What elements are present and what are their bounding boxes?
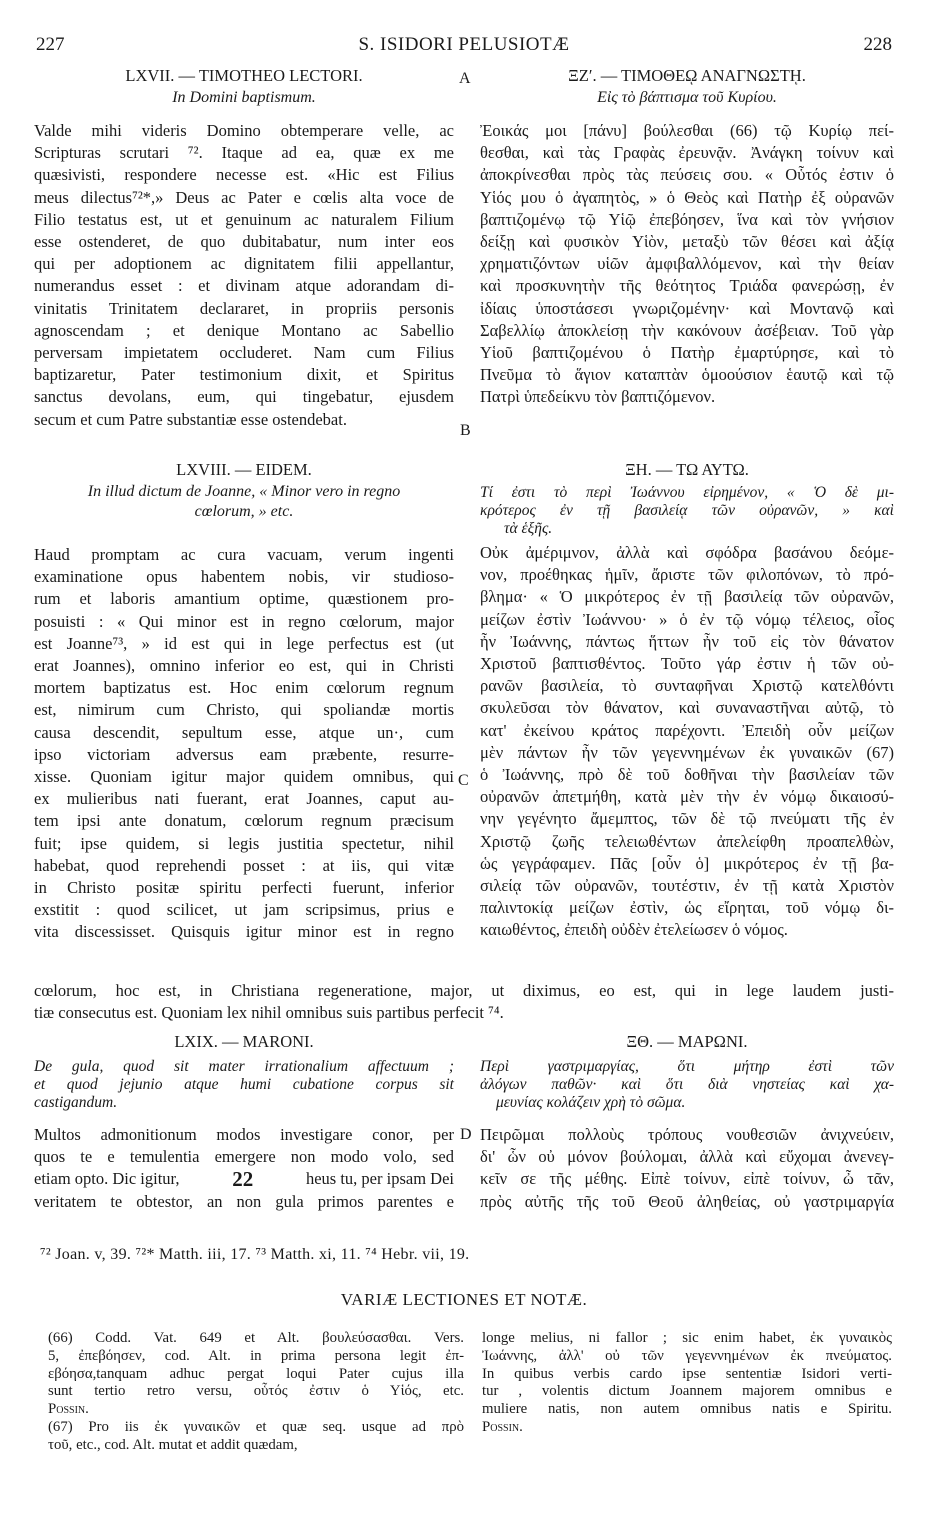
- variae-right-column: [482, 1330, 892, 1437]
- text-line: examinatione opus habentem nobis, vir studioso-: [34, 567, 454, 587]
- margin-mark-a: A: [459, 70, 471, 87]
- text-line: σκυλεῦσαι τὸν θάνατον, καὶ συναναστῆναι αὐτῷ, τὸ: [480, 698, 894, 718]
- text-line: Valde mihi videris Domino obtemperare velle, ac: [34, 121, 454, 140]
- text-line: tiæ consecutus est. Quoniam lex nihil omnibus suis partibus perfecit ⁷⁴.: [34, 1003, 504, 1023]
- text-line: ὡς γεγράφαμεν. Πᾶς [οὖν ὁ] μικρότερος ἐν τῇ βα-: [480, 853, 894, 873]
- text-line: Υἱοῦ βαπτιζομένου ὁ Πατὴρ ἐμαρτύρησε, καὶ τὸ: [480, 343, 894, 363]
- text-line: habebat, quod reprehendi posset : at iis, qui vitæ: [34, 855, 454, 875]
- text-line: Χριστῷ ζωῆς τελειωθέντων ἀπελείφθη προαπελθὼν,: [480, 831, 894, 851]
- text-line: quos te e temulentia emergere non modo volo, sed: [34, 1147, 454, 1167]
- subject-line: De gula, quod sit mater irrationalium affectuum ;: [34, 1058, 454, 1075]
- text-line: ὁ Ἰωάννης, πρὸ δὲ τοῦ δοθῆναι τὴν βασιλείαν τῶν: [480, 765, 894, 785]
- full-width-text: [34, 980, 894, 1024]
- text-fragment: etiam opto. Dic igitur,: [34, 1169, 180, 1189]
- text-line: [34, 1168, 454, 1190]
- running-head: [36, 34, 892, 58]
- running-title: S. ISIDORI PELUSIOTÆ: [358, 34, 570, 55]
- text-line: qui per adoptionem ac dignitatem filii appellantur,: [34, 254, 454, 274]
- text-line: καὶ προσκυνητὴν τῆς θεότητος Τριάδα φανερώσῃ, ἐν: [480, 276, 894, 296]
- variae-heading: VARIÆ LECTIONES ET NOTÆ.: [340, 1290, 588, 1309]
- text-line: παλιντοκίᾳ μείζων ἐστὶν, ὡς εἴρηται, τοῦ νόμῳ δι-: [480, 898, 894, 918]
- subject-line: et quod jejunio atque humi cubatione corpus sit: [34, 1076, 454, 1093]
- text-line: posuisti : « Qui minor est in regno cœlorum, major: [34, 611, 454, 631]
- text-fragment: heus tu, per ipsam Dei: [305, 1169, 454, 1189]
- text-line: ex mulieribus nati fuerant, erat Joannes, caput au-: [34, 789, 454, 809]
- note-line: In quibus verbis cardo ipse sententiæ Isidori verti-: [482, 1365, 892, 1382]
- text-line: Πειρῶμαι πολλοὺς τρόπους νουθεσιῶν ἀνιχνεύειν,: [480, 1125, 894, 1144]
- text-line: vinitatis Trinitatem declararet, in propriis personis: [34, 298, 454, 318]
- text-line: in Christo positæ spiritu perfecti fuerunt, inferior: [34, 878, 454, 898]
- text-line: Οὐκ ἀμέριμνον, ἀλλὰ καὶ σφόδρα βασάνου δεόμε-: [480, 543, 894, 562]
- margin-mark-d: D: [460, 1126, 472, 1143]
- letter-68-greek-subject: [480, 484, 894, 538]
- text-line: mortem baptizatus est. Hoc enim cœlorum regnum: [34, 678, 454, 698]
- text-line: ἦν Ἰωάννης, πάντως ἥττων ἦν τοῦ εἰς τὸν θάνατον: [480, 631, 894, 651]
- text-line: ipso victoriam adversus eam præbente, resurre-: [34, 744, 454, 764]
- subject-line: μευνίας κολάζειν χρὴ τὸ σῶμα.: [496, 1094, 686, 1111]
- note-line: Ἰωάννης, ἀλλ' οὐ τῶν γεγεννημένων ἐκ πνεύματος.: [482, 1347, 892, 1364]
- letter-68-latin-text: [34, 544, 454, 944]
- text-line: tem ipsi ante donatum, cœlorum regnum præcisum: [34, 811, 454, 831]
- text-line: numerandus esset : et divinam atque adorandam di-: [34, 276, 454, 296]
- text-line: quæsivisti, respondere necesse est. «Hic est Filius: [34, 165, 454, 185]
- text-line: Haud promptam ac cura vacuam, verum ingenti: [34, 545, 454, 564]
- text-line: secum et cum Patre substantiæ esse ostendebat.: [34, 409, 347, 429]
- text-line: μείζων ἐστὶν Ἰωάννου· » ὁ ἐν τῷ νόμῳ τέλειος, οἷος: [480, 609, 894, 629]
- text-line: βλημα· « Ὁ μικρότερος ἐν τῇ βασιλείᾳ τῶν οὐρανῶν,: [480, 587, 894, 607]
- note-line: (67) Pro iis ἐκ γυναικῶν et quæ seq. usque ad πρὸ: [48, 1418, 464, 1435]
- letter-67-latin-heading: LXVII. — TIMOTHEO LECTORI.: [125, 66, 363, 85]
- text-line: δείξῃ καὶ φυσικὸν Υἱὸν, μεταξὺ τῶν θέσει καὶ ἀξίᾳ: [480, 232, 894, 252]
- letter-69-greek-heading: ΞΘ. — ΜΑΡΩΝΙ.: [626, 1032, 748, 1051]
- letter-69-greek: [480, 1032, 894, 1213]
- note-line: τοῦ, etc., cod. Alt. mutat et addit quædam,: [48, 1436, 298, 1453]
- text-line: sanctus devolans, eum, qui tingebatur, ejusdem: [34, 387, 454, 407]
- text-line: erat Joannes), omnino inferior eo est, qui in Christi: [34, 656, 454, 676]
- letter-67-latin: [34, 66, 454, 431]
- text-line: meus dilectus⁷²*,» Deus ac Pater e cœlis alta voce de: [34, 187, 454, 207]
- text-line: ἀποκρίνεσθαι πρὸς τὰς πεύσεις σου. « Οὗτός ἐστιν ὁ: [480, 165, 894, 185]
- margin-mark-c: C: [458, 772, 469, 789]
- text-line: baptizaretur, Pater testimonium dixit, et Spiritus: [34, 365, 454, 385]
- text-line: οὐρανῶν ἀπετμήθη, κατὰ μὲν τὴν ἐν νόμῳ δικαιοσύ-: [480, 787, 894, 807]
- letter-69-latin: [34, 1032, 454, 1213]
- text-line: Σαβελλίῳ ἀποκλείσῃ τὴν κακόνουν ἀσέβειαν. Τοῦ γὰρ: [480, 320, 894, 340]
- note-line: tur , volentis dictum Joannem majorem omnibus e: [482, 1383, 892, 1400]
- letter-68-latin-subject-1: In illud dictum de Joanne, « Minor vero in regno: [87, 483, 401, 500]
- letter-67-greek-text: [480, 120, 894, 409]
- letter-67-greek: [480, 66, 894, 409]
- scripture-references: ⁷² Joan. v, 39. ⁷²* Matth. iii, 17. ⁷³ Matth. xi, 11. ⁷⁴ Hebr. vii, 19.: [40, 1246, 470, 1263]
- text-line: χρηματιζόντων υἱῶν ἀμφιβαλλόμενον, καὶ τὴν θείαν: [480, 254, 894, 274]
- text-line: perversam impietatem occluderet. Nam cum Filius: [34, 343, 454, 363]
- note-line: εβόησα,tanquam adhuc pergat loqui Pater cujus illa: [48, 1365, 464, 1382]
- text-line: πρὸς αὐτῆς τῆς τοῦ Θεοῦ ἀληθείας, οὐ γαστριμαργία: [480, 1191, 894, 1211]
- text-line: θεσθαι, καὶ τὰς Γραφὰς ἐρευνᾷν. Ἀνάγκη τοίνυν καὶ: [480, 143, 894, 163]
- text-line: causa descendit, sepultum esse, atque un·, cum: [34, 722, 454, 742]
- text-line: rum et laboris amantium optime, quæstionem pro-: [34, 589, 454, 609]
- text-line: σιλείᾳ τῶν οὐρανῶν, τουτέστιν, ἐν τῇ κατὰ Χριστὸν: [480, 876, 894, 896]
- text-line: βαπτιζομένῳ τῷ Υἱῷ ἐπεβόησεν, ἵνα καὶ τὸν γνήσιον: [480, 209, 894, 229]
- note-line: 5, ἐπεβόησεν, cod. Alt. in prima persona legit ἐπ-: [48, 1347, 464, 1364]
- margin-mark-b: B: [460, 422, 471, 439]
- text-line: νον, προέθηκας ἡμῖν, ἄριστε τῶν φιλοπόνων, τὸ πρό-: [480, 565, 894, 585]
- letter-68-greek: [480, 460, 894, 942]
- text-line: Υἱός μου ὁ ἀγαπητὸς, » ὁ Θεὸς καὶ Πατὴρ ἐξ οὐρανῶν: [480, 187, 894, 207]
- variae-left-column: [48, 1330, 464, 1455]
- text-line: νην γεγένητο ἄμεμπτος, τῶν δὲ τῷ πνεύματι τῆς ἐν: [480, 809, 894, 829]
- text-line: veritatem te obtestor, an non gula primos parentes e: [34, 1191, 454, 1211]
- note-line: Possin.: [48, 1401, 89, 1418]
- text-line: agnoscendam ; et denique Montano ac Sabellio: [34, 320, 454, 340]
- text-line: esse ostenderet, de quo dubitabatur, num inter eos: [34, 232, 454, 252]
- text-line: xisse. Quoniam igitur major quidem omnibus, qui: [34, 767, 454, 787]
- note-line: sunt tertio retro versu, οὗτός ἐστιν ὁ Υἱός, etc.: [48, 1383, 464, 1400]
- letter-67-greek-heading: ΞΖʹ. — ΤΙΜΟΘΕῼ ΑΝΑΓΝΩΣΤῌ.: [568, 66, 806, 85]
- text-line: Scripturas scrutari ⁷². Itaque ad ea, quæ ex me: [34, 143, 454, 163]
- text-line: est, nimirum cum Christo, qui spoliandæ mortis: [34, 700, 454, 720]
- text-line: vita discessisset. Quisquis igitur minor est in regno: [34, 922, 454, 942]
- text-line: καιωθέντος, ἐπειδὴ οὐδὲν ἐτελείωσεν ὁ νόμος.: [480, 920, 788, 940]
- letter-68-latin-subject-2: cœlorum, » etc.: [194, 503, 294, 520]
- subject-line: Περὶ γαστριμαργίας, ὅτι μήτηρ ἐστὶ τῶν: [480, 1058, 894, 1075]
- letter-67-latin-text: [34, 120, 454, 431]
- letter-68-latin: [34, 460, 454, 944]
- subject-line: Τί ἐστι τὸ περὶ Ἰωάννου εἰρημένον, « Ὁ δὲ μι-: [480, 484, 894, 501]
- page-number-left: 227: [36, 34, 65, 55]
- letter-68-greek-text: [480, 542, 894, 942]
- letter-68-greek-heading: ΞΗ. — ΤΩ ΑΥΤΩ.: [625, 460, 749, 479]
- subject-line: τὰ ἑξῆς.: [504, 520, 553, 537]
- text-line: κατ' ἐκείνου κράτος παρέχοντι. Ἐπειδὴ οὖν μείζων: [480, 720, 894, 740]
- text-line: Χριστοῦ βαπτισθέντος. Τοῦτο γάρ ἐστιν ἡ τῶν οὐ-: [480, 654, 894, 674]
- text-line: δι' ὧν οὐ μόνον βούλομαι, ἀλλὰ καὶ εὔχομαι ἀνενεγ-: [480, 1147, 894, 1167]
- letter-69-latin-subject: [34, 1058, 454, 1112]
- letter-69-latin-heading: LXIX. — MARONI.: [174, 1032, 314, 1051]
- text-line: Filio testatus est, ut et genuinum ac naturalem Filium: [34, 209, 454, 229]
- note-line: Possin.: [482, 1418, 523, 1435]
- text-line: Πατρὶ ὑπεδείκνυ τὸν βαπτιζόμενον.: [480, 387, 716, 407]
- text-line: cœlorum, hoc est, in Christiana regeneratione, major, ut diximus, eo est, qui in lege laudem justi-: [34, 981, 894, 1000]
- text-line: μὲν πάντων ἦν τῶν γεγεννημένων ἐκ γυναικῶν (67): [480, 742, 894, 762]
- page-number-right: 228: [863, 34, 892, 55]
- letter-69-latin-text: [34, 1124, 454, 1213]
- text-line: exstitit : quod scilicet, ut jam scripsimus, prius e: [34, 900, 454, 920]
- subject-line: κρότερος ἐν τῇ βασιλείᾳ τῶν οὐρανῶν, » καὶ: [480, 502, 894, 519]
- text-line: Multos admonitionum modos investigare conor, per: [34, 1125, 454, 1144]
- letter-69-greek-subject: [480, 1058, 894, 1112]
- letter-68-latin-heading: LXVIII. — EIDEM.: [176, 460, 312, 479]
- note-line: (66) Codd. Vat. 649 et Alt. βουλεύσασθαι. Vers.: [48, 1330, 464, 1346]
- subject-line: castigandum.: [34, 1094, 118, 1111]
- page-marker: 22: [232, 1167, 254, 1192]
- text-line: κεῖν σε τῆς μέθης. Εἰπὲ τοίνυν, εἰπὲ τοίνυν, ὦ τᾶν,: [480, 1169, 894, 1189]
- note-line: longe melius, ni fallor ; sic enim habet, ἐκ γυναικὸς: [482, 1330, 892, 1346]
- text-line: Ἐοικάς μοι [πάνυ] βούλεσθαι (66) τῷ Κυρίῳ πεί-: [480, 121, 894, 140]
- text-line: Πνεῦμα τὸ ἅγιον καταπτὰν ὁμοούσιον ἑαυτῷ καὶ τῷ: [480, 365, 894, 385]
- text-line: est Joanne⁷³, » id est qui in lege perfectus est (ut: [34, 633, 454, 653]
- letter-69-greek-text: [480, 1124, 894, 1213]
- text-line: ρανῶν βασιλεία, τὸ συνταφῆναι Χριστῷ κατελθόντι: [480, 676, 894, 696]
- letter-67-greek-subject: Εἰς τὸ βάπτισμα τοῦ Κυρίου.: [597, 89, 777, 106]
- text-line: ἰδίαις ὑποστάσεσι γνωριζομένην· καὶ Μοντανῷ καὶ: [480, 298, 894, 318]
- note-line: muliere natis, non autem omnibus natis e Spiritu.: [482, 1401, 892, 1418]
- letter-67-latin-subject: In Domini baptismum.: [172, 89, 316, 106]
- subject-line: ἀλόγων παθῶν· καὶ ὅτι διὰ νηστείας καὶ χα-: [480, 1076, 894, 1093]
- text-line: fuit; ipse quidem, si legis justitia spectetur, nihil: [34, 833, 454, 853]
